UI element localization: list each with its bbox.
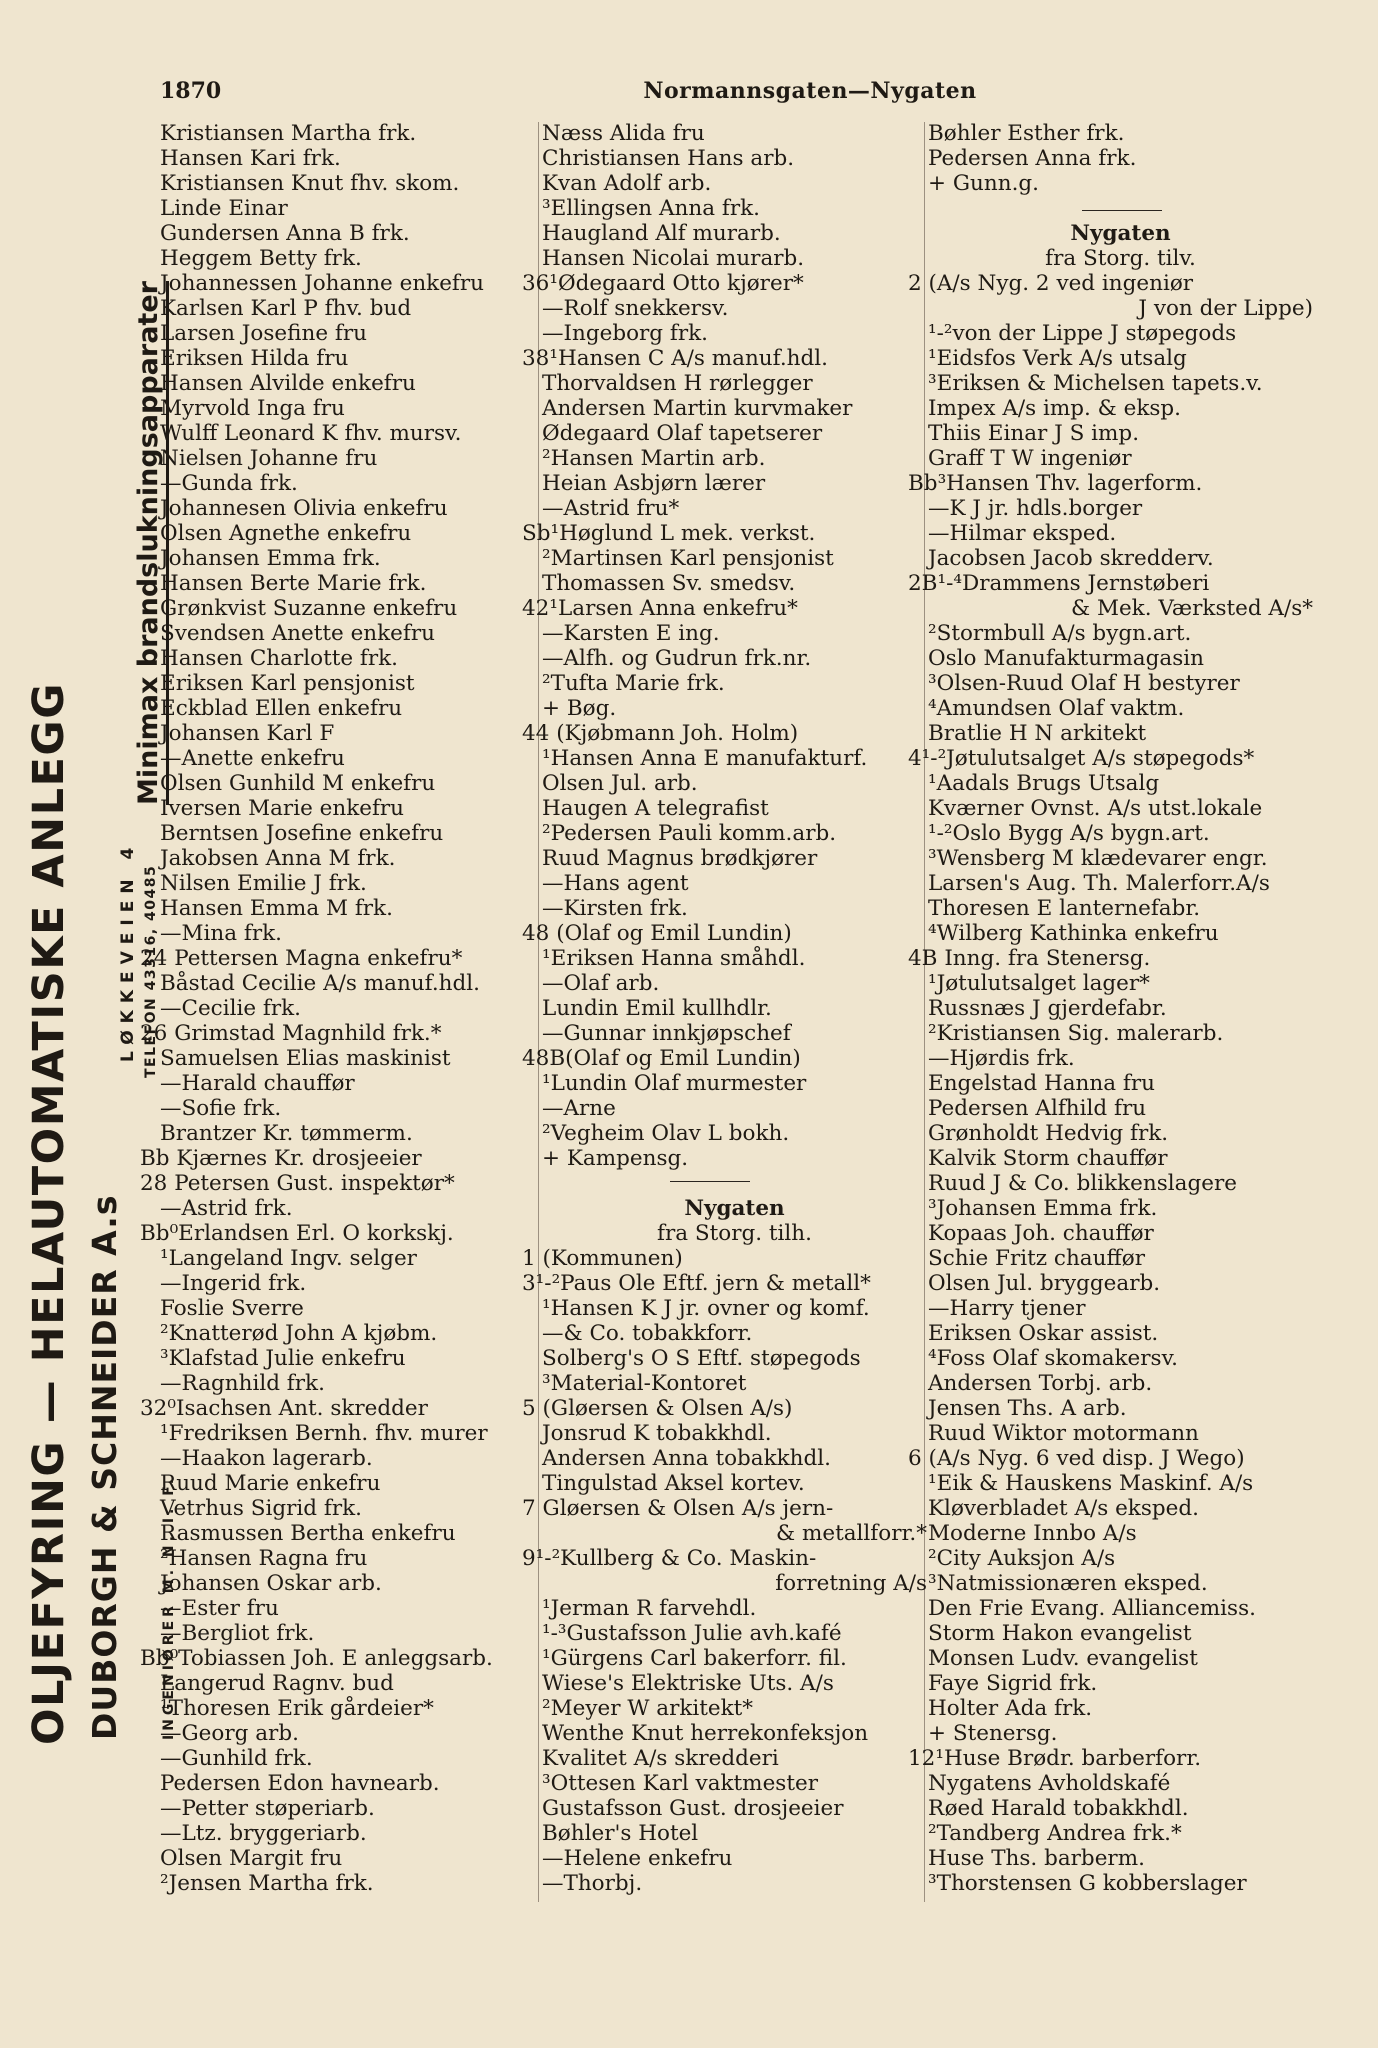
directory-entry: Eriksen Hilda fru [160, 346, 349, 371]
directory-entry: Thoresen E lanternefabr. [928, 896, 1201, 921]
directory-entry: Faye Sigrid frk. [928, 1671, 1098, 1696]
directory-entry: Johannesen Olivia enkefru [160, 496, 448, 521]
directory-entry: —Astrid frk. [160, 1196, 293, 1221]
directory-entry: Kløverbladet A/s eksped. [928, 1496, 1199, 1521]
house-number-entry: 4B Inng. fra Stenersg. [908, 946, 1151, 971]
directory-entry: Ruud Marie enkefru [160, 1471, 381, 1496]
directory-entry: Johannessen Johanne enkefru [160, 271, 485, 296]
house-number-entry: 9¹-²Kullberg & Co. Maskin- [522, 1546, 817, 1571]
house-number-entry: 2B¹-⁴Drammens Jernstøberi [908, 571, 1210, 596]
directory-entry: —Anette enkefru [160, 746, 345, 771]
house-number-entry: 7 Gløersen & Olsen A/s jern- [522, 1496, 834, 1521]
directory-entry: ³Johansen Emma frk. [928, 1196, 1158, 1221]
directory-entry: —Georg arb. [160, 1721, 299, 1746]
directory-entry: Jacobsen Jacob skredderv. [928, 546, 1214, 571]
directory-entry: ¹Lundin Olaf murmester [542, 1071, 807, 1096]
directory-entry: Kalvik Storm chauffør [928, 1146, 1168, 1171]
directory-entry: Tingulstad Aksel kortev. [542, 1471, 805, 1496]
directory-entry: —Gunhild frk. [160, 1746, 313, 1771]
directory-entry: Olsen Jul. arb. [542, 771, 698, 796]
continuation-line: J von der Lippe) [1138, 296, 1313, 321]
directory-entry: ¹-²von der Lippe J støpegods [928, 321, 1237, 346]
directory-entry: —Rolf snekkersv. [542, 296, 729, 321]
directory-entry: ¹Eidsfos Verk A/s utsalg [928, 346, 1187, 371]
directory-entry: ¹Hansen K J jr. ovner og komf. [542, 1296, 870, 1321]
directory-entry: Haugen A telegrafist [542, 796, 769, 821]
directory-entry: Den Frie Evang. Alliancemiss. [928, 1596, 1256, 1621]
house-number-entry: 4¹-²Jøtulutsalget A/s støpegods* [908, 746, 1255, 771]
directory-entry: Ødegaard Olaf tapetserer [542, 421, 823, 446]
directory-entry: ²Jensen Martha frk. [160, 1871, 374, 1896]
directory-entry: Hansen Alvilde enkefru [160, 371, 416, 396]
house-number-entry: 5 (Gløersen & Olsen A/s) [522, 1396, 793, 1421]
directory-entry: —Ingerid frk. [160, 1271, 307, 1296]
directory-entry: ³Olsen-Ruud Olaf H bestyrer [928, 671, 1240, 696]
house-number-entry: 36¹Ødegaard Otto kjører* [522, 271, 804, 296]
directory-entry: ¹Eriksen Hanna småhdl. [542, 946, 806, 971]
street-subheading: fra Storg. tilh. [657, 1221, 812, 1246]
page-number: 1870 [160, 78, 222, 104]
directory-entry: Olsen Agnethe enkefru [160, 521, 412, 546]
directory-entry: ⁴Foss Olaf skomakersv. [928, 1346, 1179, 1371]
directory-entry: ²Hansen Martin arb. [542, 446, 766, 471]
directory-entry: —Bergliot frk. [160, 1621, 315, 1646]
directory-entry: Thomassen Sv. smedsv. [542, 571, 796, 596]
directory-entry: Langerud Ragnv. bud [160, 1671, 394, 1696]
directory-entry: —Ester fru [160, 1596, 279, 1621]
directory-entry: Eriksen Karl pensjonist [160, 671, 415, 696]
directory-entry: Wenthe Knut herrekonfeksjon [542, 1721, 869, 1746]
directory-entry: Foslie Sverre [160, 1296, 304, 1321]
directory-entry: Gundersen Anna B frk. [160, 221, 410, 246]
directory-entry: —Cecilie frk. [160, 996, 301, 1021]
directory-entry: —Ingeborg frk. [542, 321, 709, 346]
directory-entry: ²Hansen Ragna fru [160, 1546, 368, 1571]
directory-entry: Huse Ths. barberm. [928, 1846, 1145, 1871]
directory-entry: Solberg's O S Eftf. støpegods [542, 1346, 861, 1371]
directory-entry: —Gunnar innkjøpschef [542, 1021, 791, 1046]
directory-entry: ¹Gürgens Carl bakerforr. fil. [542, 1646, 847, 1671]
directory-entry: —Alfh. og Gudrun frk.nr. [542, 646, 812, 671]
spacer [542, 1171, 927, 1196]
directory-entry: Rasmussen Bertha enkefru [160, 1521, 456, 1546]
directory-entry: Andersen Martin kurvmaker [542, 396, 853, 421]
directory-entry: Næss Alida fru [542, 121, 705, 146]
directory-entry: Andersen Torbj. arb. [928, 1371, 1153, 1396]
directory-entry: —Harald chauffør [160, 1071, 355, 1096]
directory-entry: Larsen's Aug. Th. Malerforr.A/s [928, 871, 1270, 896]
directory-entry: ³Wensberg M klædevarer engr. [928, 846, 1268, 871]
directory-entry: —Petter støperiarb. [160, 1796, 375, 1821]
ad-engineers: INGENIØRER M. N. I. F. [161, 1474, 177, 1740]
directory-entry: Myrvold Inga fru [160, 396, 345, 421]
directory-entry: Johansen Karl F [160, 721, 335, 746]
house-number-entry: Sb¹Høglund L mek. verkst. [522, 521, 816, 546]
directory-entry: ¹Eik & Hauskens Maskinf. A/s [928, 1471, 1254, 1496]
directory-entry: Thorvaldsen H rørlegger [542, 371, 813, 396]
directory-entry: ²Vegheim Olav L bokh. [542, 1121, 790, 1146]
directory-entry: Båstad Cecilie A/s manuf.hdl. [160, 971, 480, 996]
directory-entry: —Ltz. bryggeriarb. [160, 1821, 367, 1846]
side-advertisement [20, 240, 177, 1750]
directory-entry: —Thorbj. [542, 1871, 643, 1896]
house-number-entry: 44 (Kjøbmann Joh. Holm) [522, 721, 799, 746]
directory-entry: Berntsen Josefine enkefru [160, 821, 444, 846]
directory-entry: Heggem Betty frk. [160, 246, 362, 271]
house-number-entry: 12¹Huse Brødr. barberforr. [908, 1746, 1202, 1771]
directory-entry: —Haakon lagerarb. [160, 1446, 373, 1471]
directory-entry: Johansen Emma frk. [160, 546, 381, 571]
directory-entry: Olsen Gunhild M enkefru [160, 771, 436, 796]
directory-entry: Pedersen Edon havnearb. [160, 1771, 440, 1796]
directory-entry: Vetrhus Sigrid frk. [160, 1496, 362, 1521]
directory-entry: Kopaas Joh. chauffør [928, 1221, 1154, 1246]
spacer [928, 196, 1313, 221]
directory-entry: Jonsrud K tobakkhdl. [542, 1421, 772, 1446]
directory-entry: —& Co. tobakkforr. [542, 1321, 753, 1346]
directory-entry: Iversen Marie enkefru [160, 796, 405, 821]
ad-company-name: DUBORGH & SCHNEIDER A.s [85, 1194, 124, 1740]
directory-entry: Christiansen Hans arb. [542, 146, 795, 171]
directory-column-3 [908, 121, 1313, 1896]
directory-entry: ²Stormbull A/s bygn.art. [928, 621, 1192, 646]
directory-entry: Ruud Magnus brødkjører [542, 846, 818, 871]
directory-entry: Grønholdt Hedvig frk. [928, 1121, 1169, 1146]
directory-entry: —Astrid fru* [542, 496, 680, 521]
directory-entry: —Helene enkefru [542, 1846, 733, 1871]
directory-entry: Larsen Josefine fru [160, 321, 367, 346]
directory-entry: —Olaf arb. [542, 971, 660, 996]
house-number-entry: 42¹Larsen Anna enkefru* [522, 596, 798, 621]
directory-entry: ²City Auksjon A/s [928, 1546, 1116, 1571]
directory-entry: —Mina frk. [160, 921, 282, 946]
directory-entry: ²Martinsen Karl pensjonist [542, 546, 834, 571]
directory-entry: Ruud J & Co. blikkenslagere [928, 1171, 1237, 1196]
directory-entry: —Hjørdis frk. [928, 1046, 1075, 1071]
directory-entry: —Arne [542, 1096, 616, 1121]
directory-entry: Pedersen Alfhild fru [928, 1096, 1147, 1121]
directory-entry: Wiese's Elektriske Uts. A/s [542, 1671, 834, 1696]
directory-entry: Grønkvist Suzanne enkefru [160, 596, 458, 621]
directory-entry: Gustafsson Gust. drosjeeier [542, 1796, 844, 1821]
ad-address: LØKKEVEIEN 4 [118, 840, 138, 1062]
directory-entry: Bratlie H N arkitekt [928, 721, 1147, 746]
directory-entry: ¹-³Gustafsson Julie avh.kafé [542, 1621, 842, 1646]
house-number-entry: 32⁰Isachsen Ant. skredder [140, 1396, 428, 1421]
directory-entry: Impex A/s imp. & eksp. [928, 396, 1182, 421]
directory-entry: —Gunda frk. [160, 471, 298, 496]
directory-entry: Kværner Ovnst. A/s utst.lokale [928, 796, 1263, 821]
ad-headline: OLJEFYRING — HELAUTOMATISKE ANLEGG [24, 681, 74, 1745]
directory-entry: Kristiansen Knut fhv. skom. [160, 171, 460, 196]
directory-entry: ¹Hansen Anna E manufakturf. [542, 746, 868, 771]
directory-entry: —Ragnhild frk. [160, 1371, 325, 1396]
directory-entry: ¹Jerman R farvehdl. [542, 1596, 757, 1621]
directory-entry: Lundin Emil kullhdlr. [542, 996, 772, 1021]
directory-entry: Nilsen Emilie J frk. [160, 871, 367, 896]
directory-entry: Kristiansen Martha frk. [160, 121, 417, 146]
directory-entry: Thiis Einar J S imp. [928, 421, 1140, 446]
page-title: Normannsgaten—Nygaten [643, 78, 977, 104]
street-heading: Nygaten [1070, 221, 1171, 246]
directory-entry: ²Pedersen Pauli komm.arb. [542, 821, 837, 846]
directory-entry: ³Klafstad Julie enkefru [160, 1346, 406, 1371]
directory-entry: ¹Aadals Brugs Utsalg [928, 771, 1160, 796]
house-number-entry: 48B(Olaf og Emil Lundin) [522, 1046, 801, 1071]
street-heading: Nygaten [684, 1196, 785, 1221]
directory-entry: Jensen Ths. A arb. [928, 1396, 1127, 1421]
directory-entry: Hansen Kari frk. [160, 146, 341, 171]
directory-entry: Pedersen Anna frk. [928, 146, 1137, 171]
house-number-entry: 38¹Hansen C A/s manuf.hdl. [522, 346, 828, 371]
house-number-entry: 48 (Olaf og Emil Lundin) [522, 921, 792, 946]
page-header [160, 78, 1310, 110]
directory-entry: Nygatens Avholdskafé [928, 1771, 1171, 1796]
directory-entry: —Hans agent [542, 871, 689, 896]
directory-entry: Hansen Charlotte frk. [160, 646, 399, 671]
directory-entry: Hansen Berte Marie frk. [160, 571, 427, 596]
directory-entry: Graff T W ingeniør [928, 446, 1132, 471]
house-number-entry: 26 Grimstad Magnhild frk.* [140, 1021, 442, 1046]
continuation-line: forretning A/s [775, 1571, 927, 1596]
directory-entry: —Karsten E ing. [542, 621, 720, 646]
directory-entry: ³Natmissionæren eksped. [928, 1571, 1208, 1596]
directory-entry: Ruud Wiktor motormann [928, 1421, 1199, 1446]
directory-entry: Samuelsen Elias maskinist [160, 1046, 451, 1071]
directory-entry: ³Eriksen & Michelsen tapets.v. [928, 371, 1263, 396]
directory-entry: ¹Thoresen Erik gårdeier* [160, 1696, 434, 1721]
directory-entry: Heian Asbjørn lærer [542, 471, 766, 496]
house-number-entry: Bb Kjærnes Kr. drosjeeier [140, 1146, 422, 1171]
directory-entry: Hansen Nicolai murarb. [542, 246, 805, 271]
directory-entry: Bøhler Esther frk. [928, 121, 1125, 146]
directory-entry: ³Material-Kontoret [542, 1371, 747, 1396]
directory-column-2 [522, 121, 927, 1896]
directory-entry: ²Tandberg Andrea frk.* [928, 1821, 1182, 1846]
directory-entry: Russnæs J gjerdefabr. [928, 996, 1167, 1021]
directory-entry: ¹Fredriksen Bernh. fhv. murer [160, 1421, 488, 1446]
directory-entry: Haugland Alf murarb. [542, 221, 781, 246]
directory-entry: ²Kristiansen Sig. malerarb. [928, 1021, 1224, 1046]
house-number-entry: Bb³Hansen Thv. lagerform. [908, 471, 1203, 496]
directory-entry: Wulff Leonard K fhv. mursv. [160, 421, 462, 446]
house-number-entry: 6 (A/s Nyg. 6 ved disp. J Wego) [908, 1446, 1245, 1471]
directory-entry: Moderne Innbo A/s [928, 1521, 1137, 1546]
house-number-entry: 3¹-²Paus Ole Eftf. jern & metall* [522, 1271, 871, 1296]
directory-entry: Røed Harald tobakkhdl. [928, 1796, 1189, 1821]
directory-entry: Andersen Anna tobakkhdl. [542, 1446, 831, 1471]
house-number-entry: 2 (A/s Nyg. 2 ved ingeniør [908, 271, 1194, 296]
cross-street-marker: + Kampensg. [542, 1146, 689, 1171]
directory-entry: Holter Ada frk. [928, 1696, 1093, 1721]
directory-entry: —Hilmar eksped. [928, 521, 1117, 546]
directory-entry: Eckblad Ellen enkefru [160, 696, 403, 721]
directory-entry: ³Ellingsen Anna frk. [542, 196, 760, 221]
directory-entry: Engelstad Hanna fru [928, 1071, 1155, 1096]
directory-entry: Kvan Adolf arb. [542, 171, 712, 196]
street-heading-rule [1082, 210, 1162, 211]
directory-entry: ⁴Amundsen Olaf vaktm. [928, 696, 1185, 721]
directory-entry: Karlsen Karl P fhv. bud [160, 296, 412, 321]
directory-entry: Brantzer Kr. tømmerm. [160, 1121, 413, 1146]
directory-entry: Johansen Oskar arb. [160, 1571, 382, 1596]
directory-entry: Kvalitet A/s skredderi [542, 1746, 779, 1771]
directory-entry: ¹-²Oslo Bygg A/s bygn.art. [928, 821, 1210, 846]
directory-entry: Storm Hakon evangelist [928, 1621, 1192, 1646]
directory-entry: Hansen Emma M frk. [160, 896, 393, 921]
house-number-entry: 24 Pettersen Magna enkefru* [140, 946, 463, 971]
directory-entry: Olsen Jul. bryggearb. [928, 1271, 1161, 1296]
continuation-line: & metallforr.* [776, 1521, 927, 1546]
directory-entry: ¹Langeland Ingv. selger [160, 1246, 417, 1271]
house-number-entry: Bb⁰Erlandsen Erl. O korkskj. [140, 1221, 454, 1246]
cross-street-marker: + Bøg. [542, 696, 617, 721]
cross-street-marker: + Gunn.g. [928, 171, 1039, 196]
directory-entry: Linde Einar [160, 196, 288, 221]
directory-entry: Jakobsen Anna M frk. [160, 846, 396, 871]
directory-entry: Svendsen Anette enkefru [160, 621, 435, 646]
continuation-line: & Mek. Værksted A/s* [1070, 596, 1313, 621]
directory-entry: Olsen Margit fru [160, 1846, 343, 1871]
cross-street-marker: + Stenersg. [928, 1721, 1058, 1746]
ad-phone: TELEFON 43316, 40485 [143, 864, 159, 1078]
directory-entry: Schie Fritz chauffør [928, 1246, 1145, 1271]
directory-entry: —Sofie frk. [160, 1096, 282, 1121]
directory-entry: Oslo Manufakturmagasin [928, 646, 1204, 671]
house-number-entry: 28 Petersen Gust. inspektør* [140, 1171, 455, 1196]
directory-entry: Bøhler's Hotel [542, 1821, 699, 1846]
directory-entry: —Kirsten frk. [542, 896, 688, 921]
house-number-entry: 1 (Kommunen) [522, 1246, 683, 1271]
directory-entry: ⁴Wilberg Kathinka enkefru [928, 921, 1219, 946]
house-number-entry: Bb⁰Tobiassen Joh. E anleggsarb. [140, 1646, 493, 1671]
directory-entry: —K J jr. hdls.borger [928, 496, 1143, 521]
directory-entry: Nielsen Johanne fru [160, 446, 378, 471]
directory-entry: ²Meyer W arkitekt* [542, 1696, 754, 1721]
street-subheading: fra Storg. tilv. [1045, 246, 1196, 271]
street-heading-rule [670, 1181, 750, 1182]
directory-entry: ³Ottesen Karl vaktmester [542, 1771, 818, 1796]
directory-entry: Eriksen Oskar assist. [928, 1321, 1159, 1346]
directory-entry: ²Tufta Marie frk. [542, 671, 725, 696]
directory-entry: ³Thorstensen G kobberslager [928, 1871, 1247, 1896]
directory-entry: ¹Jøtulutsalget lager* [928, 971, 1150, 996]
directory-entry: —Harry tjener [928, 1296, 1086, 1321]
directory-entry: ²Knatterød John A kjøbm. [160, 1321, 438, 1346]
directory-entry: Monsen Ludv. evangelist [928, 1646, 1198, 1671]
ad-product-line: Minimax brandslukningsapparater [135, 281, 169, 805]
